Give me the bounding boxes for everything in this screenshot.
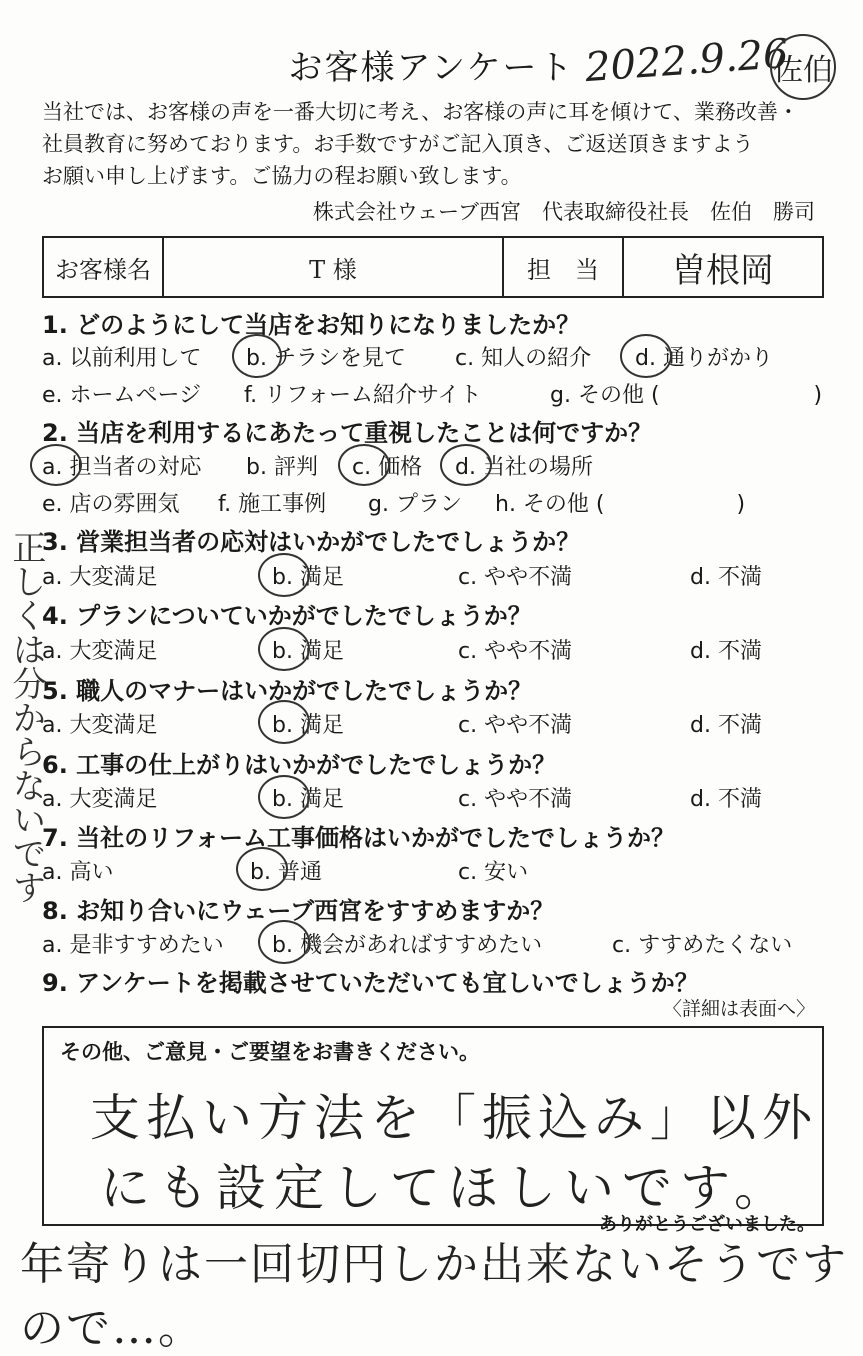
option: c. やや不満 xyxy=(458,713,573,738)
option-selected: b. 機会があればすすめたい xyxy=(272,933,543,958)
option: c. 安い xyxy=(458,860,529,885)
selection-circle xyxy=(258,700,310,744)
option: b. 評判 xyxy=(246,455,318,480)
option-selected: b. 満足 xyxy=(272,787,344,812)
option-selected: d. 通りがかり xyxy=(635,346,773,371)
handwritten-footer-note: 年寄りは一回切円しか出来ないそうですので…。 xyxy=(20,1239,848,1354)
option: c. やや不満 xyxy=(458,639,573,664)
question-1: 1. どのようにして当店をお知りになりましたか？ xyxy=(42,311,581,339)
option: g. その他 ( ) xyxy=(550,383,823,408)
selection-circle xyxy=(30,444,82,486)
question-8: 8. お知り合いにウェーブ西宮をすすめますか？ xyxy=(42,897,555,925)
handwritten-side-note: 正しくは分からないです xyxy=(6,530,46,904)
option: a. 大変満足 xyxy=(42,565,158,590)
option: a. 大変満足 xyxy=(42,787,158,812)
selection-circle xyxy=(258,920,310,964)
comment-header: その他、ご意見・ご要望をお書きください。 xyxy=(60,1040,480,1064)
question-5: 5. 職人のマナーはいかがでしたでしょうか？ xyxy=(42,677,533,705)
question-6: 6. 工事の仕上がりはいかがでしたでしょうか？ xyxy=(42,751,557,779)
customer-name-label: お客様名 xyxy=(44,238,164,296)
question-4: 4. プランについていかがでしたでしょうか？ xyxy=(42,602,532,630)
option: c. 知人の紹介 xyxy=(455,346,592,371)
thanks-text: ありがとうございました。 xyxy=(599,1214,815,1235)
customer-name-value: T 様 xyxy=(164,238,504,296)
comment-line: 支払い方法を「振込み」以外 xyxy=(90,1089,818,1147)
option: d. 不満 xyxy=(690,787,762,812)
option-selected: b. 満足 xyxy=(272,565,344,590)
option: a. 大変満足 xyxy=(42,713,158,738)
selection-circle xyxy=(620,334,672,378)
option: d. 不満 xyxy=(690,565,762,590)
staff-label: 担 当 xyxy=(504,238,624,296)
company-signature: 株式会社ウェーブ西宮 代表取締役社長 佐伯 勝司 xyxy=(312,200,815,224)
page-title: お客様アンケート xyxy=(288,48,575,88)
option: d. 不満 xyxy=(690,713,762,738)
option: a. 以前利用して xyxy=(42,346,202,371)
option-selected: a. 担当者の対応 xyxy=(42,455,202,480)
intro-text xyxy=(42,96,832,192)
question-3: 3. 営業担当者の応対はいかがでしたでしょうか？ xyxy=(42,528,581,556)
option-selected: b. 普通 xyxy=(250,860,322,885)
option-selected: c. 価格 xyxy=(352,455,423,480)
selection-circle xyxy=(236,847,288,891)
option: h. その他 ( ) xyxy=(495,492,746,517)
option: e. 店の雰囲気 xyxy=(42,492,180,517)
selection-circle xyxy=(232,334,282,378)
intro-line: お願い申し上げます。ご協力の程お願い致します。 xyxy=(42,164,522,188)
option: f. リフォーム紹介サイト xyxy=(244,383,482,408)
selection-circle xyxy=(258,553,310,597)
option: d. 不満 xyxy=(690,639,762,664)
option-selected: b. チラシを見て xyxy=(246,346,406,371)
option: c. すすめたくない xyxy=(612,933,793,958)
seal-stamp: 佐伯 xyxy=(770,34,836,100)
option-selected: b. 満足 xyxy=(272,713,344,738)
question-7: 7. 当社のリフォーム工事価格はいかがでしたでしょうか？ xyxy=(42,824,675,852)
intro-line: 当社では、お客様の声を一番大切に考え、お客様の声に耳を傾けて、業務改善・ xyxy=(42,100,799,124)
question-2: 2. 当店を利用するにあたって重視したことは何ですか？ xyxy=(42,419,653,447)
selection-circle xyxy=(338,444,390,486)
option: c. やや不満 xyxy=(458,787,573,812)
customer-name-box xyxy=(42,236,824,298)
comment-line: にも設定してほしいです。 xyxy=(100,1159,792,1217)
option: a. 是非すすめたい xyxy=(42,933,224,958)
detail-note: 〈詳細は表面へ〉 xyxy=(662,998,815,1020)
selection-circle xyxy=(440,444,492,486)
intro-line: 社員教育に努めております。お手数ですがご記入頂き、ご返送頂きますよう xyxy=(42,132,754,156)
option: f. 施工事例 xyxy=(218,492,327,517)
option-selected: b. 満足 xyxy=(272,639,344,664)
question-9: 9. アンケートを掲載させていただいても宜しいでしょうか？ xyxy=(42,969,699,997)
staff-value: 曽根岡 xyxy=(672,250,774,291)
handwritten-date: 2022.9.26 xyxy=(583,30,790,92)
option-selected: d. 当社の場所 xyxy=(455,455,593,480)
option: a. 大変満足 xyxy=(42,639,158,664)
selection-circle xyxy=(258,627,310,671)
option: a. 高い xyxy=(42,860,114,885)
option: e. ホームページ xyxy=(42,383,202,408)
option: c. やや不満 xyxy=(458,565,573,590)
option: g. プラン xyxy=(368,492,462,517)
selection-circle xyxy=(258,775,310,819)
